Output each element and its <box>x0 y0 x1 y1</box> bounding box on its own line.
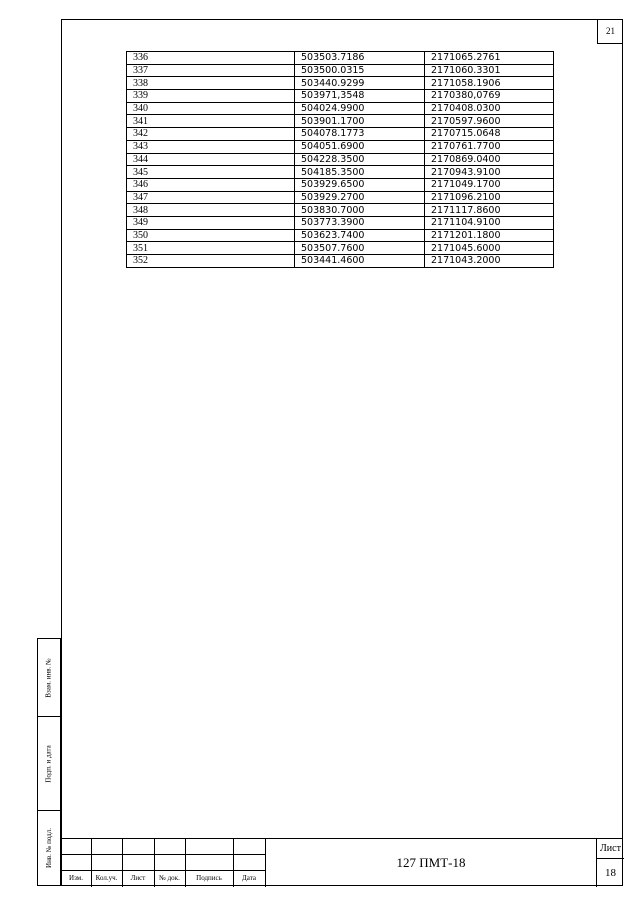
table-row <box>127 115 554 128</box>
col-label-sheet: Лист <box>130 874 146 882</box>
table-row <box>127 229 554 242</box>
y-coordinate-cell: 2170597.9600 <box>425 115 554 128</box>
y-coordinate-cell: 2171201.1800 <box>425 229 554 242</box>
table-row <box>127 140 554 153</box>
x-coordinate-cell: 504051.6900 <box>295 140 425 153</box>
table-row <box>127 216 554 229</box>
x-coordinate-cell: 503440.9299 <box>295 77 425 90</box>
col-label-count: Кол.уч. <box>95 874 118 882</box>
y-coordinate-cell: 2170943.9100 <box>425 166 554 179</box>
coordinates-table <box>126 51 554 268</box>
x-coordinate-cell: 503441.4600 <box>295 255 425 268</box>
point-number-cell: 343 <box>127 140 295 153</box>
sheet-number: 18 <box>605 867 616 879</box>
table-row <box>127 102 554 115</box>
x-coordinate-cell: 503773.3900 <box>295 216 425 229</box>
y-coordinate-cell: 2170380,0769 <box>425 90 554 103</box>
col-label-doc-number: № док. <box>159 874 180 882</box>
point-number-cell: 342 <box>127 128 295 141</box>
y-coordinate-cell: 2171117.8600 <box>425 204 554 217</box>
point-number-cell: 341 <box>127 115 295 128</box>
table-row <box>127 166 554 179</box>
side-cell-signature-date <box>38 717 60 811</box>
revision-grid <box>61 839 265 887</box>
side-label-original-inv: Инв. № подл. <box>45 828 54 868</box>
table-row <box>127 153 554 166</box>
point-number-cell: 338 <box>127 77 295 90</box>
table-row <box>127 77 554 90</box>
table-row <box>127 242 554 255</box>
y-coordinate-cell: 2170715.0648 <box>425 128 554 141</box>
x-coordinate-cell: 503503.7186 <box>295 52 425 65</box>
point-number-cell: 344 <box>127 153 295 166</box>
document-code: 127 ПМТ-18 <box>265 839 596 887</box>
coordinates-table-body <box>127 52 554 268</box>
y-coordinate-cell: 2170869.0400 <box>425 153 554 166</box>
x-coordinate-cell: 503830.7000 <box>295 204 425 217</box>
y-coordinate-cell: 2170761.7700 <box>425 140 554 153</box>
point-number-cell: 347 <box>127 191 295 204</box>
table-row <box>127 52 554 65</box>
y-coordinate-cell: 2171060.3301 <box>425 64 554 77</box>
x-coordinate-cell: 503901.1700 <box>295 115 425 128</box>
point-number-cell: 348 <box>127 204 295 217</box>
table-row <box>127 128 554 141</box>
y-coordinate-cell: 2171045.6000 <box>425 242 554 255</box>
point-number-cell: 339 <box>127 90 295 103</box>
x-coordinate-cell: 503971,3548 <box>295 90 425 103</box>
page-number-top: 21 <box>597 19 623 44</box>
sheet-box <box>596 839 623 887</box>
point-number-cell: 350 <box>127 229 295 242</box>
table-row <box>127 178 554 191</box>
x-coordinate-cell: 504228.3500 <box>295 153 425 166</box>
y-coordinate-cell: 2171043.2000 <box>425 255 554 268</box>
side-label-replacement-inv: Взам. инв. № <box>45 657 54 698</box>
y-coordinate-cell: 2171058.1906 <box>425 77 554 90</box>
point-number-cell: 352 <box>127 255 295 268</box>
x-coordinate-cell: 504078.1773 <box>295 128 425 141</box>
point-number-cell: 340 <box>127 102 295 115</box>
point-number-cell: 351 <box>127 242 295 255</box>
side-cell-original-inv <box>38 811 60 885</box>
side-stamp-strip <box>37 638 61 886</box>
x-coordinate-cell: 503500.0315 <box>295 64 425 77</box>
x-coordinate-cell: 504024.9900 <box>295 102 425 115</box>
point-number-cell: 336 <box>127 52 295 65</box>
table-row <box>127 255 554 268</box>
sheet-label: Лист <box>597 839 624 859</box>
table-row <box>127 90 554 103</box>
y-coordinate-cell: 2171065.2761 <box>425 52 554 65</box>
title-block <box>61 838 623 886</box>
x-coordinate-cell: 503623.7400 <box>295 229 425 242</box>
x-coordinate-cell: 503929.2700 <box>295 191 425 204</box>
col-label-date: Дата <box>242 874 256 882</box>
col-label-signature: Подпись <box>196 874 222 882</box>
point-number-cell: 346 <box>127 178 295 191</box>
point-number-cell: 337 <box>127 64 295 77</box>
table-row <box>127 64 554 77</box>
x-coordinate-cell: 504185.3500 <box>295 166 425 179</box>
table-row <box>127 204 554 217</box>
y-coordinate-cell: 2171096.2100 <box>425 191 554 204</box>
side-cell-replacement-inv <box>38 639 60 717</box>
side-label-signature-date: Подп. и дата <box>45 744 53 783</box>
x-coordinate-cell: 503507.7600 <box>295 242 425 255</box>
y-coordinate-cell: 2171049.1700 <box>425 178 554 191</box>
y-coordinate-cell: 2170408.0300 <box>425 102 554 115</box>
x-coordinate-cell: 503929.6500 <box>295 178 425 191</box>
col-label-change: Изм. <box>69 874 83 882</box>
table-row <box>127 191 554 204</box>
point-number-cell: 349 <box>127 216 295 229</box>
y-coordinate-cell: 2171104.9100 <box>425 216 554 229</box>
point-number-cell: 345 <box>127 166 295 179</box>
